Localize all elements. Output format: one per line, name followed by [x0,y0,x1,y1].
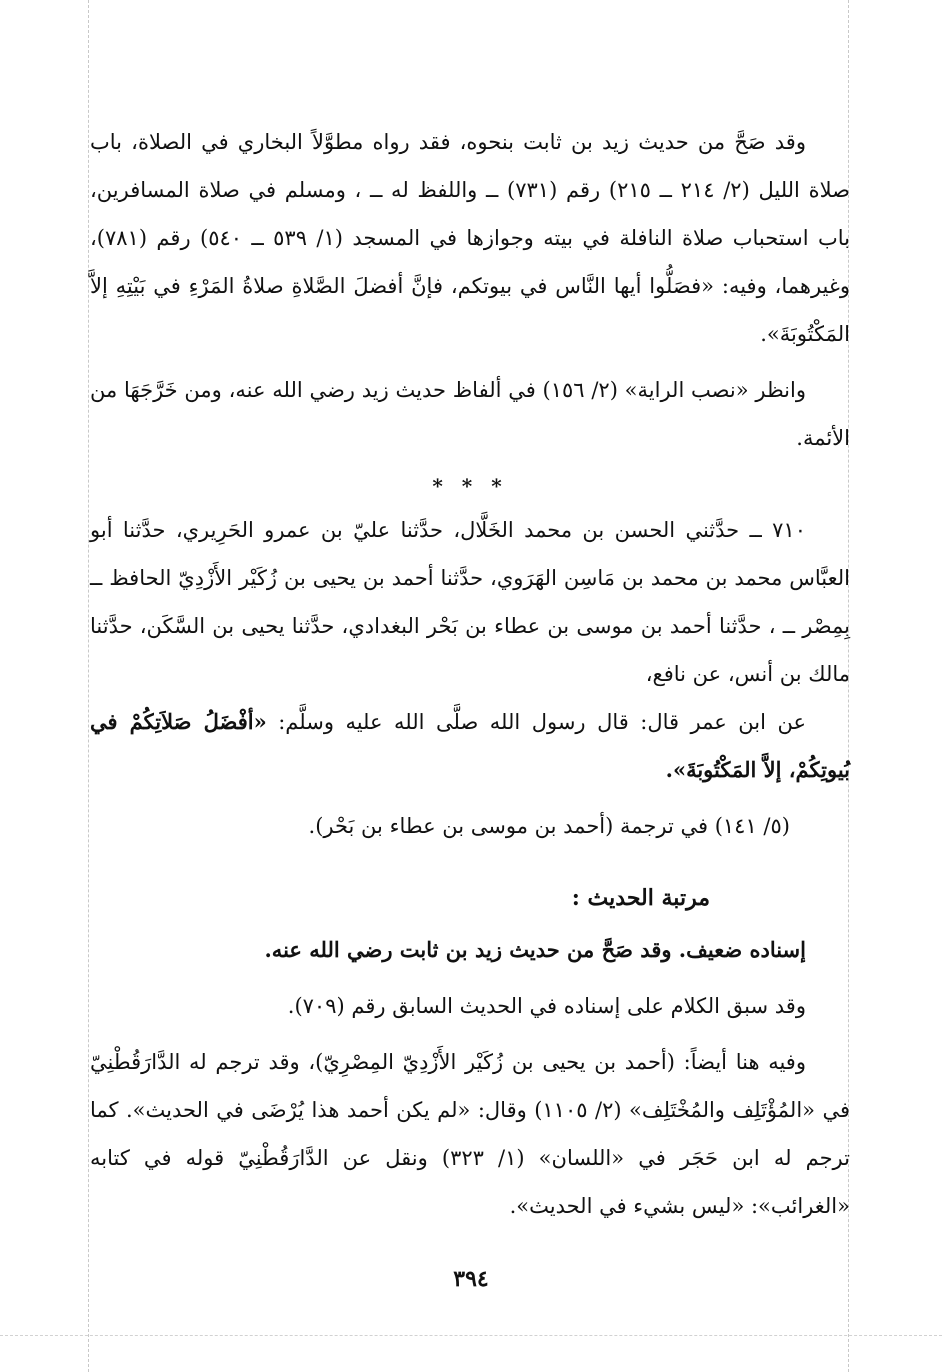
guide-line-left [88,0,89,1372]
paragraph-narrator-note: وفيه هنا أيضاً: (أحمد بن يحيى بن زُكَيْر الأَزْدِيّ المِصْرِيّ)، وقد ترجم له الدَّارَقُطْنِيّ في «المُؤْتَلِف والمُخْتَلِف» (٢/ ١١٠٥) وقال: «لم يكن أحمد هذا يُرْضَى في الحديث». كما ترجم له ابن حَجَر في «اللسان» (١/ ٣٢٣) ونقل عن الدَّارَقُطْنِيّ قوله في كتابه «الغرائب»: «ليس بشيء في الحديث». [90,1050,850,1218]
section-separator: * * * [432,474,508,498]
paragraph-previous-reference: وقد سبق الكلام على إسناده في الحديث السابق رقم (٧٠٩). [287,994,806,1018]
paragraph-see-also: وانظر «نصب الراية» (٢/ ١٥٦) في ألفاظ حديث زيد رضي الله عنه، ومن خَرَّجَهَا من الأئمة. [90,378,850,450]
paragraph-grading: إسناده ضعيف. وقد صَحَّ من حديث زيد بن ثابت رضي الله عنه. [264,937,806,962]
hadith-text: «أفْضَلُ صَلاَتِكُمْ في بُيوتِكُمْ، إلاَّ المَكْتُوبَةَ». [90,709,850,782]
matn-intro: عن ابن عمر قال: قال رسول الله صلَّى الله عليه وسلَّم: [266,710,806,734]
section-heading: مرتبة الحديث : [571,885,710,911]
page-number: ٣٩٤ [453,1266,489,1292]
paragraph-isnad: ٧١٠ ــ حدَّثني الحسن بن محمد الخَلَّال، حدَّثنا عليّ بن عمرو الحَرِيري، حدَّثنا أبو العبَّاس محمد بن محمد بن مَاسِن الهَرَوي، حدَّثنا أحمد بن يحيى بن زُكَيْر الأَزْدِيّ الحافظ ــ بِمِصْر ــ ، حدَّثنا أحمد بن موسى بن عطاء بن بَحْر البغدادي، حدَّثنا يحيى بن السَّكَن، حدَّثنا مالك بن أنس، عن نافع، [90,518,850,686]
paragraph-takhrij: وقد صَحَّ من حديث زيد بن ثابت بنحوه، فقد رواه مطوَّلاً البخاري في الصلاة، باب صلاة الليل (٢/ ٢١٤ ــ ٢١٥) رقم (٧٣١) ــ واللفظ له ــ ، ومسلم في صلاة المسافرين، باب استحباب صلاة النافلة في بيته وجوازها في المسجد (١/ ٥٣٩ ــ ٥٤٠) رقم (٧٨١)، وغيرهما، وفيه: «فصَلُّوا أيها النَّاس في بيوتكم، فإنَّ أفضلَ الصَّلاةِ صلاةُ المَرْءِ في بَيْتِهِ إلاَّ المَكْتُوبَةَ». [90,130,850,346]
paragraph-source: (٥/ ١٤١) في ترجمة (أحمد بن موسى بن عطاء بن بَحْر). [308,814,790,838]
paragraph-matn [90,698,850,794]
page-body [90,118,850,1230]
guide-line-bottom [0,1335,942,1336]
